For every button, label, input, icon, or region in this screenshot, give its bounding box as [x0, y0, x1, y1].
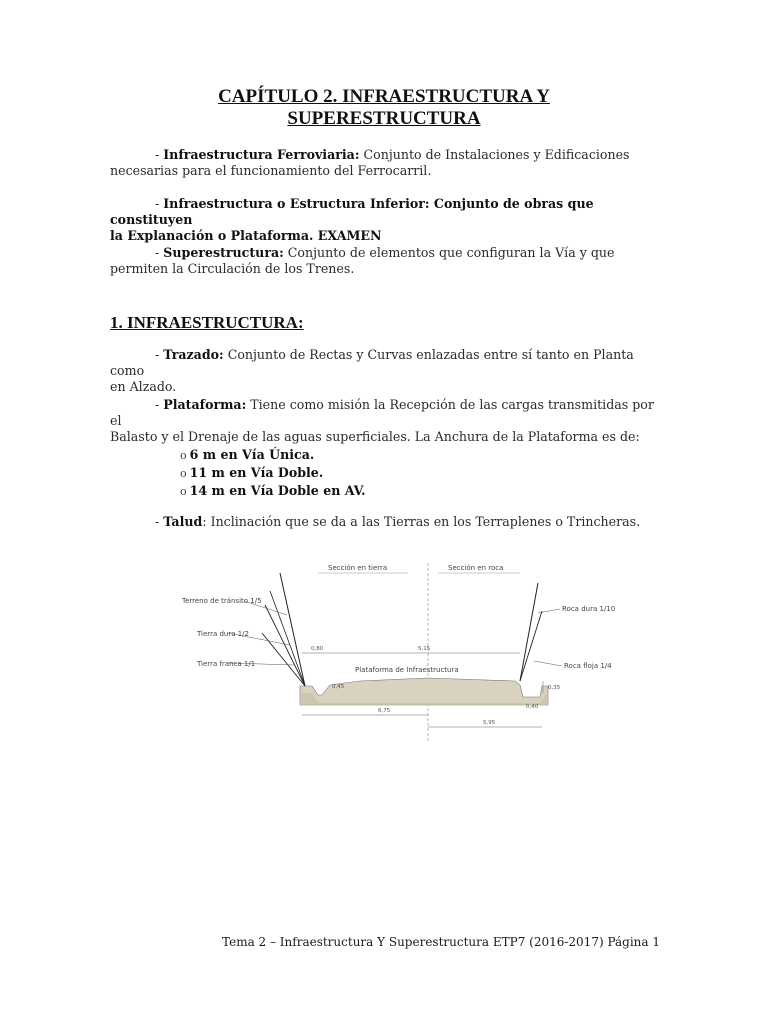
definition-prefix: -: [155, 196, 164, 211]
leader-line: [538, 609, 560, 613]
tierra-franca-label: Tierra franca 1/1: [197, 660, 256, 668]
definition-text-cont: permiten la Circulación de los Trenes.: [110, 261, 355, 276]
dimension-total: 5,15: [418, 646, 431, 652]
definition-prefix: -: [155, 147, 164, 162]
trazado-text-cont: en Alzado.: [110, 379, 177, 394]
definition-term: Infraestructura o Estructura Inferior: Conjunto de obras que constituyen: [110, 196, 594, 227]
width-value: 6 m en Vía Única.: [189, 447, 315, 462]
definition-term: Infraestructura Ferroviaria:: [163, 147, 360, 162]
trazado-paragraph: [110, 347, 662, 395]
dimension-left-depth: 0,45: [332, 684, 345, 690]
plataforma-label: Plataforma de Infraestructura: [355, 666, 459, 674]
talud-term: Talud: [163, 514, 203, 529]
bullet-marker: o: [180, 467, 187, 480]
definition-prefix: -: [155, 245, 164, 260]
seccion-roca-label: Sección en roca: [448, 564, 504, 572]
platform-cross-section-figure: [180, 553, 645, 741]
definition-superestructura: [110, 245, 662, 277]
width-value: 14 m en Vía Doble en AV.: [189, 483, 366, 498]
width-value: 11 m en Vía Doble.: [189, 465, 324, 480]
trazado-prefix: -: [155, 347, 164, 362]
talud-paragraph: [110, 514, 662, 530]
plataforma-term: Plataforma:: [163, 397, 247, 412]
definition-term: Superestructura:: [163, 245, 284, 260]
dimension-right-depth: 0,35: [548, 685, 561, 691]
platform-ground-body: [300, 678, 548, 705]
dimension-left-half: 6,75: [378, 708, 391, 714]
trazado-text: Conjunto de Rectas y Curvas enlazadas entre sí tanto en Planta como: [110, 347, 634, 378]
roca-floja-label: Roca floja 1/4: [564, 662, 612, 670]
terreno-transito-label: Terreno de tránsito 1/5: [182, 597, 262, 605]
dimension-ditch-left: 0,80: [311, 646, 324, 652]
plataforma-text-cont: Balasto y el Drenaje de las aguas superficiales. La Anchura de la Plataforma es de:: [110, 429, 640, 444]
plataforma-paragraph: [110, 397, 662, 445]
dimension-right-half: 5,95: [483, 720, 496, 726]
list-item: [180, 446, 366, 464]
seccion-tierra-label: Sección en tierra: [328, 564, 388, 572]
bullet-marker: o: [180, 449, 187, 462]
definition-infraestructura-ferroviaria: [110, 147, 662, 179]
bullet-marker: o: [180, 485, 187, 498]
chapter-title-line2: SUPERESTRUCTURA: [287, 108, 481, 129]
leader-line: [534, 661, 562, 666]
definition-text-cont: necesarias para el funcionamiento del Ferrocarril.: [110, 163, 432, 178]
section-heading: 1. INFRAESTRUCTURA:: [110, 313, 304, 332]
list-item: [180, 464, 366, 482]
plataforma-text: Tiene como misión la Recepción de las cargas transmitidas por el: [110, 397, 654, 428]
platform-width-list: [180, 446, 366, 500]
slope-line-left: [280, 573, 305, 686]
list-item: [180, 482, 366, 500]
dimension-right-ditch: 0,40: [526, 704, 539, 710]
cross-section-diagram: [180, 553, 645, 741]
plataforma-prefix: -: [155, 397, 164, 412]
definition-text: Conjunto de elementos que configuran la Vía y que: [283, 245, 615, 260]
roca-dura-label: Roca dura 1/10: [562, 605, 616, 613]
definition-text: Conjunto de Instalaciones y Edificaciones: [359, 147, 630, 162]
definition-infraestructura-inferior: [110, 196, 662, 244]
chapter-title-line1: CAPÍTULO 2. INFRAESTRUCTURA Y: [218, 86, 550, 107]
talud-text: : Inclinación que se da a las Tierras en los Terraplenes o Trincheras.: [202, 514, 641, 529]
page-footer: Tema 2 – Infraestructura Y Superestructura ETP7 (2016-2017) Página 1: [222, 935, 660, 949]
tierra-dura-label: Tierra dura 1/2: [197, 630, 249, 638]
slope-line-left: [265, 605, 305, 686]
definition-term-cont: la Explanación o Plataforma. EXAMEN: [110, 228, 382, 243]
trazado-term: Trazado:: [163, 347, 224, 362]
talud-prefix: -: [155, 514, 164, 529]
